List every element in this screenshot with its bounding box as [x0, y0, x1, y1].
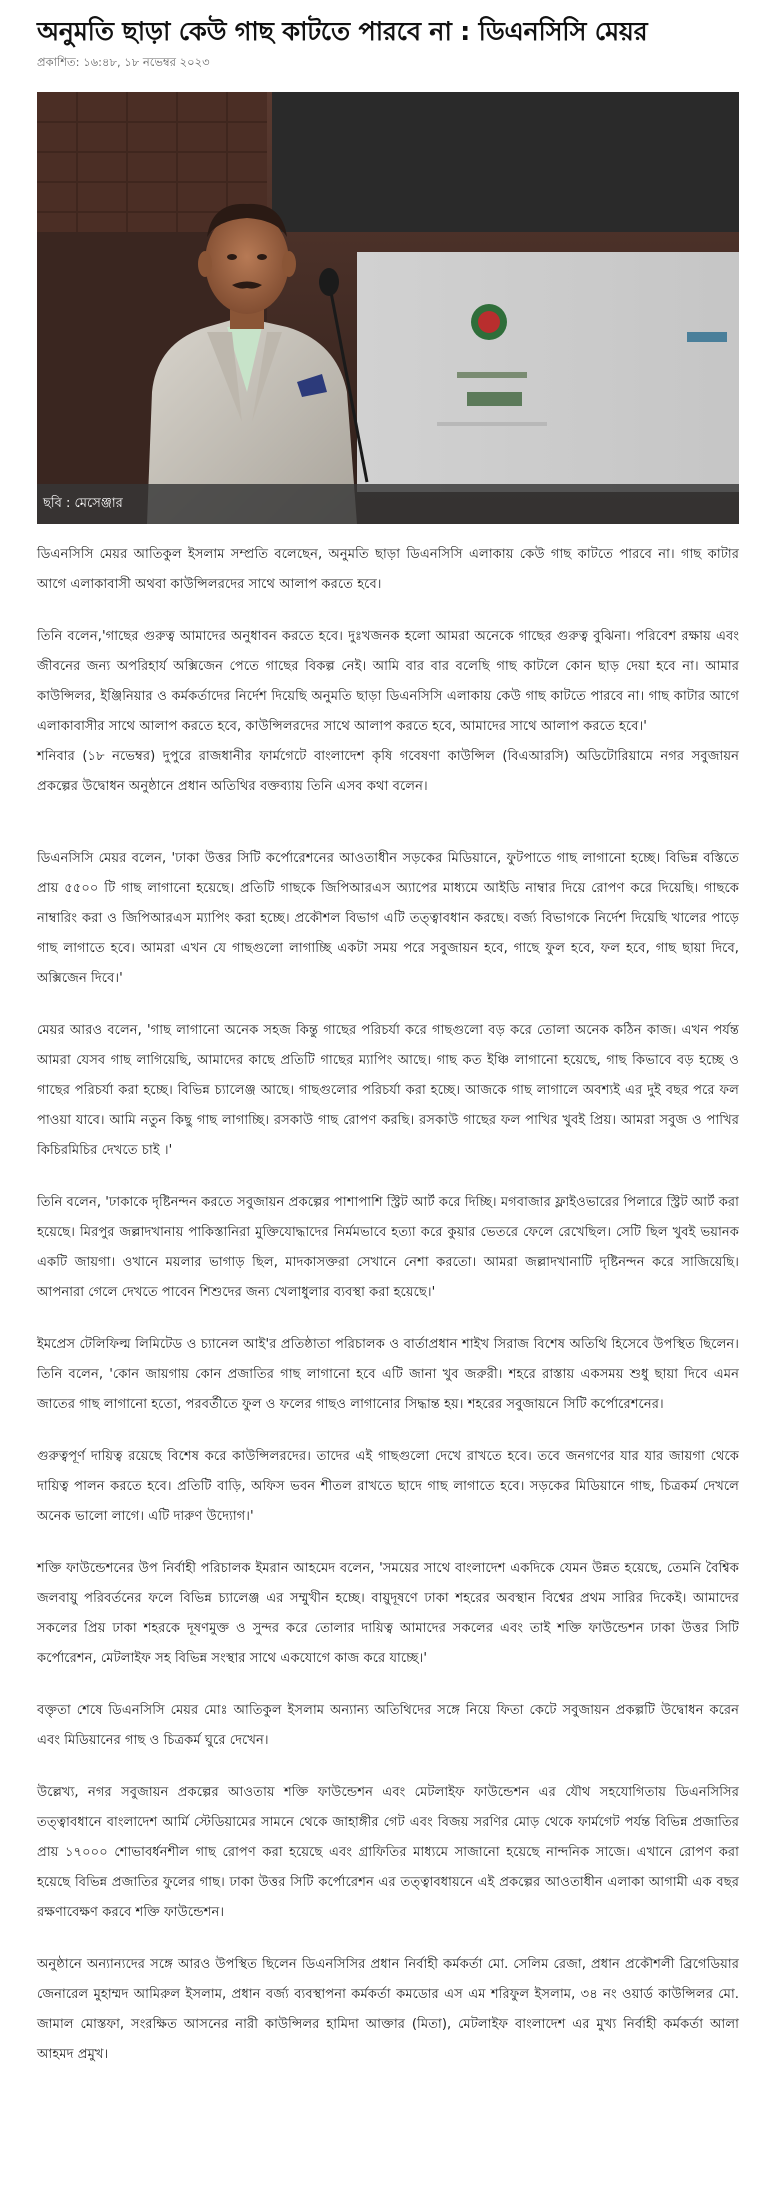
- article-photo[interactable]: [37, 92, 739, 524]
- paragraph: তিনি বলেন,'গাছের গুরুত্ব আমাদের অনুধাবন করতে হবে। দুঃখজনক হলো আমরা অনেকে গাছের গুরুত্ব বুঝিনা। পরিবেশ রক্ষায় এবং জীবনের জন্য অপরিহার্য অক্সিজেন পেতে গাছের বিকল্প নেই। আমি বার বার বলেছি গাছ কাটলে কোন ছাড় দেয়া হবে না। আমার কাউন্সিলর, ইঞ্জিনিয়ার ও কর্মকর্তাদের নির্দেশ দিয়েছি অনুমতি ছাড়া ডিএনসিসি এলাকায় কেউ গাছ কাটতে পারবে না। গাছ কাটার আগে এলাকাবাসীর সাথে আলাপ করতে হবে, কাউন্সিলরদের সাথে আলাপ করতে হবে, আমাদের সাথে আলাপ করতে হবে।': [37, 629, 739, 734]
- paragraph: উল্লেখ্য, নগর সবুজায়ন প্রকল্পের আওতায় শক্তি ফাউন্ডেশন এবং মেটলাইফ ফাউন্ডেশন এর যৌথ সহযোগিতায় ডিএনসিসির তত্ত্বাবধানে বাংলাদেশ আর্মি স্টেডিয়ামের সামনে থেকে জাহাঙ্গীর গেট এবং বিজয় সরণির মোড় থেকে ফার্মগেট পর্যন্ত বিভিন্ন প্রজাতির প্রায় ১৭০০০ শোভাবর্ধনশীল গাছ রোপণ করা হয়েছে এবং গ্রাফিতির মাধ্যমে সাজানো হয়েছে নান্দনিক সাজে। এখানে রোপণ করা হয়েছে বিভিন্ন প্রজাতির ফুলের গাছ। ঢাকা উত্তর সিটি কর্পোরেশন এর তত্ত্বাবধায়নে এই প্রকল্পের আওতাধীন এলাকা আগামী এক বছর রক্ষণাবেক্ষণ করবে শক্তি ফাউন্ডেশন।: [37, 1785, 739, 1920]
- headline: অনুমতি ছাড়া কেউ গাছ কাটতে পারবে না : ডিএনসিসি মেয়র: [37, 17, 648, 47]
- paragraph: অনুষ্ঠানে অন্যান্যদের সঙ্গে আরও উপস্থিত ছিলেন ডিএনসিসির প্রধান নির্বাহী কর্মকর্তা মো. সেলিম রেজা, প্রধান প্রকৌশলী ব্রিগেডিয়ার জেনারেল মুহাম্মদ আমিরুল ইসলাম, প্রধান বর্জ্য ব্যবস্থাপনা কর্মকর্তা কমডোর এস এম শরিফুল ইসলাম, ৩৪ নং ওয়ার্ড কাউন্সিলর মো. জামাল মোস্তফা, সংরক্ষিত আসনের নারী কাউন্সিলর হামিদা আক্তার (মিতা), মেটলাইফ বাংলাদেশ এর মুখ্য নির্বাহী কর্মকর্তা আলা আহমদ প্রমুখ।: [37, 1957, 739, 2062]
- paragraph: বক্তৃতা শেষে ডিএনসিসি মেয়র মোঃ আতিকুল ইসলাম অন্যান্য অতিথিদের সঙ্গে নিয়ে ফিতা কেটে সবুজায়ন প্রকল্পটি উদ্বোধন করেন এবং মিডিয়ানের গাছ ও চিত্রকর্ম ঘুরে দেখেন।: [37, 1703, 739, 1748]
- image-caption: ছবি : মেসেঞ্জার: [37, 484, 739, 524]
- photo-speaker-at-podium: [37, 92, 739, 524]
- paragraph: ইমপ্রেস টেলিফিল্ম লিমিটেড ও চ্যানেল আই'র প্রতিষ্ঠাতা পরিচালক ও বার্তাপ্রধান শাইখ সিরাজ বিশেষ অতিথি হিসেবে উপস্থিত ছিলেন। তিনি বলেন, 'কোন জায়গায় কোন প্রজাতির গাছ লাগানো হবে এটি জানা খুব জরুরী। শহরে রাস্তায় একসময় শুধু ছায়া দিবে এমন জাতের গাছ লাগানো হতো, পরবর্তীতে ফুল ও ফলের গাছও লাগানোর সিদ্ধান্ত হয়। শহরের সবুজায়নে সিটি কর্পোরেশনের।: [37, 1337, 739, 1412]
- paragraph: মেয়র আরও বলেন, 'গাছ লাগানো অনেক সহজ কিন্তু গাছের পরিচর্যা করে গাছগুলো বড় করে তোলা অনেক কঠিন কাজ। এখন পর্যন্ত আমরা যেসব গাছ লাগিয়েছি, আমাদের কাছে প্রতিটি গাছের ম্যাপিং আছে। গাছ কত ইঞ্চি লাগানো হয়েছে, গাছ কিভাবে বড় হচ্ছে ও গাছের পরিচর্যা করা হচ্ছে। বিভিন্ন চ্যালেঞ্জ আছে। গাছগুলোর পরিচর্যা করা হচ্ছে। আজকে গাছ লাগালে অবশ্যই এর দুই বছর পরে ফল পাওয়া যাবে। আমি নতুন কিছু গাছ লাগাচ্ছি। রসকাউ গাছ রোপণ করছি। রসকাউ গাছের ফল পাখির খুবই প্রিয়। আমরা সবুজ ও পাখির কিচিরমিচির দেখতে চাই ।': [37, 1023, 739, 1158]
- paragraph: ডিএনসিসি মেয়র আতিকুল ইসলাম সম্প্রতি বলেছেন, অনুমতি ছাড়া ডিএনসিসি এলাকায় কেউ গাছ কাটতে পারবে না। গাছ কাটার আগে এলাকাবাসী অথবা কাউন্সিলরদের সাথে আলাপ করতে হবে।: [37, 547, 739, 592]
- paragraph: শনিবার (১৮ নভেম্বর) দুপুরে রাজধানীর ফার্মগেটে বাংলাদেশ কৃষি গবেষণা কাউন্সিল (বিএআরসি) অডিটোরিয়ামে নগর সবুজায়ন প্রকল্পের উদ্বোধন অনুষ্ঠানে প্রধান অতিথির বক্তব্যায় তিনি এসব কথা বলেন।: [37, 749, 739, 794]
- paragraph: গুরুত্বপূর্ণ দায়িত্ব রয়েছে বিশেষ করে কাউন্সিলরদের। তাদের এই গাছগুলো দেখে রাখতে হবে। তবে জনগণের যার যার জায়গা থেকে দায়িত্ব পালন করতে হবে। প্রতিটি বাড়ি, অফিস ভবন শীতল রাখতে ছাদে গাছ লাগাতে হবে। সড়কের মিডিয়ানে গাছ, চিত্রকর্ম দেখলে অনেক ভালো লাগে। এটি দারুণ উদ্যোগ।': [37, 1449, 739, 1524]
- paragraph: শক্তি ফাউন্ডেশনের উপ নির্বাহী পরিচালক ইমরান আহমেদ বলেন, 'সময়ের সাথে বাংলাদেশ একদিকে যেমন উন্নত হয়েছে, তেমনি বৈশ্বিক জলবায়ু পরিবর্তনের ফলে বিভিন্ন চ্যালেঞ্জ এর সম্মুখীন হচ্ছে। বায়ুদূষণে ঢাকা শহরের অবস্থান বিশ্বের প্রথম সারির দিকেই। আমাদের সকলের প্রিয় ঢাকা শহরকে দূষণমুক্ত ও সুন্দর করে তোলার দায়িত্ব আমাদের সকলের এবং তাই শক্তি ফাউন্ডেশন ঢাকা উত্তর সিটি কর্পোরেশন, মেটলাইফ সহ বিভিন্ন সংস্থার সাথে একযোগে কাজ করে যাচ্ছে।': [37, 1561, 739, 1666]
- paragraph: তিনি বলেন, 'ঢাকাকে দৃষ্টিনন্দন করতে সবুজায়ন প্রকল্পের পাশাপাশি স্ট্রিট আর্ট করে দিচ্ছি। মগবাজার ফ্লাইওভারের পিলারে স্ট্রিট আর্ট করা হয়েছে। মিরপুর জল্লাদখানায় পাকিস্তানিরা মুক্তিযোদ্ধাদের নির্মমভাবে হত্যা করে কুয়ার ভেতরে ফেলে রেখেছিল। সেটি ছিল খুবই ভয়ানক একটি জায়গা। ওখানে ময়লার ভাগাড় ছিল, মাদকাসক্তরা সেখানে নেশা করতো। আমরা জল্লাদখানাটি দৃষ্টিনন্দন করে সাজিয়েছি। আপনারা গেলে দেখতে পাবেন শিশুদের জন্য খেলাধুলার ব্যবস্থা করা হয়েছে।': [37, 1195, 739, 1300]
- news-article: [37, 14, 739, 2092]
- article-body: [37, 540, 739, 2070]
- publish-time: প্রকাশিত: ১৬:৪৮, ১৮ নভেম্বর ২০২৩: [37, 55, 210, 69]
- paragraph: ডিএনসিসি মেয়র বলেন, 'ঢাকা উত্তর সিটি কর্পোরেশনের আওতাধীন সড়কের মিডিয়ানে, ফুটপাতে গাছ লাগানো হচ্ছে। বিভিন্ন বস্তিতে প্রায় ৫৫০০ টি গাছ লাগানো হয়েছে। প্রতিটি গাছকে জিপিআরএস অ্যাপের মাধ্যমে আইডি নাম্বার দিয়ে রোপণ করে দিয়েছি। গাছকে নাম্বারিং করা ও জিপিআরএস ম্যাপিং করা হচ্ছে। প্রকৌশল বিভাগ এটি তত্ত্বাবধান করছে। বর্জ্য বিভাগকে নির্দেশ দিয়েছি খালের পাড়ে গাছ লাগাতে হবে। আমরা এখন যে গাছগুলো লাগাচ্ছি একটা সময় পরে সবুজায়ন হবে, গাছে ফুল হবে, ফল হবে, গাছ ছায়া দিবে, অক্সিজেন দিবে।': [37, 851, 739, 986]
